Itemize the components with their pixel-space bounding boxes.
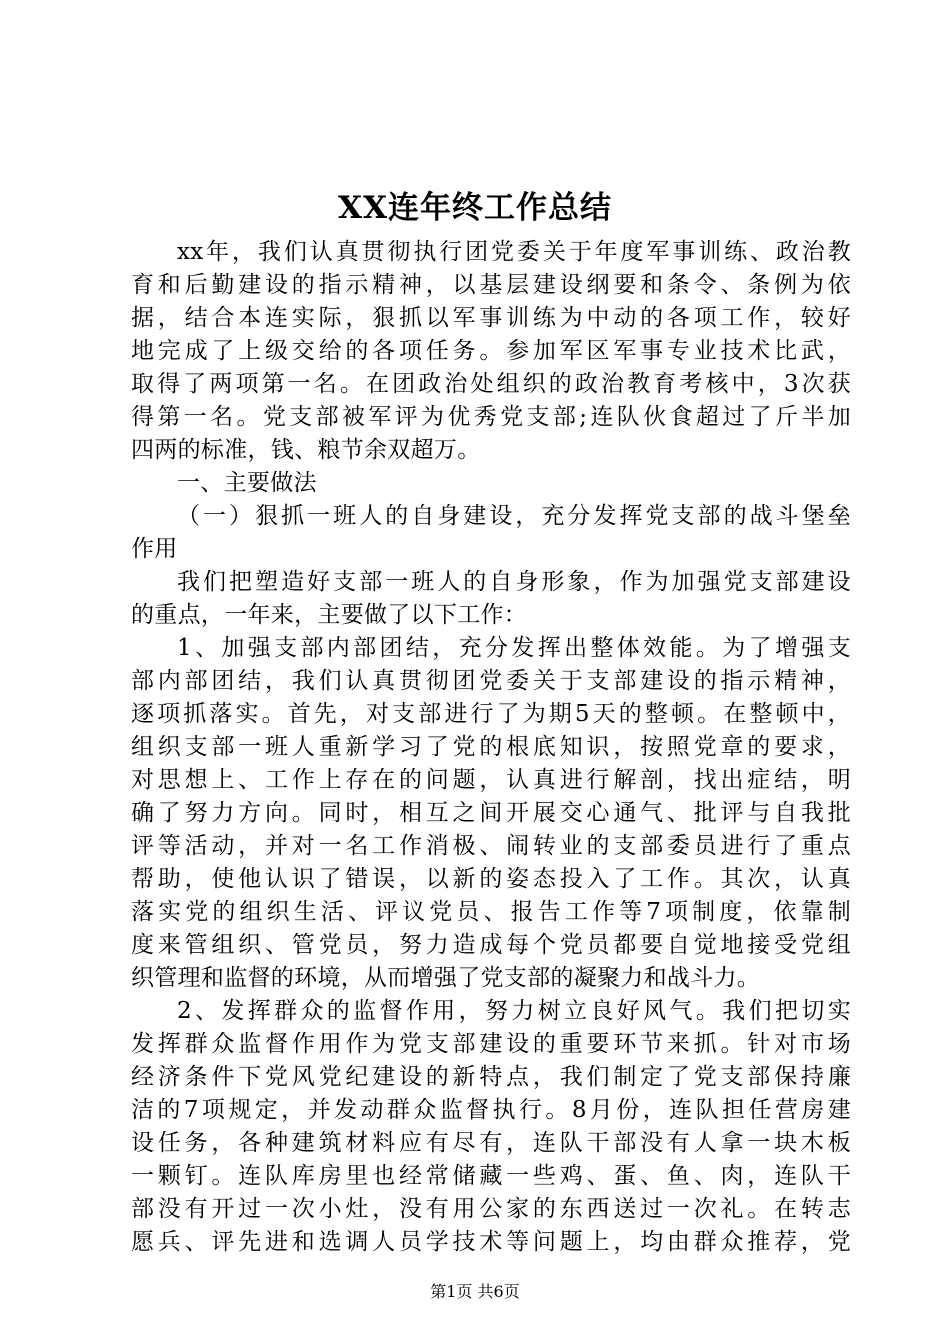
paragraph-line: 设任务，各种建筑材料应有尽有，连队干部没有人拿一块木板 — [131, 1130, 851, 1156]
paragraph-line: xx年，我们认真贯彻执行团党委关于年度军事训练、政治教 — [177, 239, 851, 265]
paragraph-line: 我们把塑造好支部一班人的自身形象，作为加强党支部建设 — [177, 569, 851, 595]
paragraph-line: 度来管组织、管党员，努力造成每个党员都要自觉地接受党组 — [131, 932, 851, 958]
paragraph-line: 确了努力方向。同时，相互之间开展交心通气、批评与自我批 — [131, 800, 851, 826]
paragraph-line: 织管理和监督的环境，从而增强了党支部的凝聚力和战斗力。 — [131, 965, 761, 991]
paragraph-line: 帮助，使他认识了错误，以新的姿态投入了工作。其次，认真 — [131, 866, 851, 892]
paragraph-line: 经济条件下党风党纪建设的新特点，我们制定了党支部保持廉 — [131, 1064, 851, 1090]
paragraph-line: 对思想上、工作上存在的问题，认真进行解剖，找出症结，明 — [131, 767, 851, 793]
paragraph-line: 部内部团结，我们认真贯彻团党委关于支部建设的指示精神， — [131, 668, 851, 694]
paragraph-line: 育和后勤建设的指示精神，以基层建设纲要和条令、条例为依 — [131, 272, 851, 298]
subsection-heading: （一）狠抓一班人的自身建设，充分发挥党支部的战斗堡垒 — [177, 503, 851, 529]
paragraph-line: 愿兵、评先进和选调人员学技术等问题上，均由群众推荐，党 — [131, 1229, 851, 1255]
document-body — [131, 236, 851, 1259]
document-title: XX连年终工作总结 — [337, 190, 613, 226]
paragraph-line: 评等活动，并对一名工作消极、闹转业的支部委员进行了重点 — [131, 833, 851, 859]
paragraph-line: 逐项抓落实。首先，对支部进行了为期5天的整顿。在整顿中， — [131, 701, 851, 727]
paragraph-line: 2、发挥群众的监督作用，努力树立良好风气。我们把切实 — [177, 998, 851, 1024]
paragraph-line: 四两的标准，钱、粮节余双超万。 — [131, 437, 481, 463]
paragraph-line: 的重点，一年来，主要做了以下工作： — [131, 602, 528, 628]
paragraph-line: 取得了两项第一名。在团政治处组织的政治教育考核中，3次获 — [131, 371, 851, 397]
paragraph-line: 落实党的组织生活、评议党员、报告工作等7项制度，依靠制 — [131, 899, 851, 925]
subsection-heading: 作用 — [131, 536, 178, 562]
paragraph-line: 洁的7项规定，并发动群众监督执行。8月份，连队担任营房建 — [131, 1097, 851, 1123]
section-heading: 一、主要做法 — [177, 470, 317, 496]
paragraph-line: 一颗钉。连队库房里也经常储藏一些鸡、蛋、鱼、肉，连队干 — [131, 1163, 851, 1189]
paragraph-line: 得第一名。党支部被军评为优秀党支部;连队伙食超过了斤半加 — [131, 404, 851, 430]
paragraph-line: 1、加强支部内部团结，充分发挥出整体效能。为了增强支 — [177, 635, 851, 661]
paragraph-line: 发挥群众监督作用作为党支部建设的重要环节来抓。针对市场 — [131, 1031, 851, 1057]
paragraph-line: 地完成了上级交给的各项任务。参加军区军事专业技术比武， — [131, 338, 851, 364]
page-number-footer: 第1页 共6页 — [430, 1282, 520, 1301]
paragraph-line: 组织支部一班人重新学习了党的根底知识，按照党章的要求， — [131, 734, 851, 760]
paragraph-line: 据，结合本连实际，狠抓以军事训练为中动的各项工作，较好 — [131, 305, 851, 331]
paragraph-line: 部没有开过一次小灶，没有用公家的东西送过一次礼。在转志 — [131, 1196, 851, 1222]
